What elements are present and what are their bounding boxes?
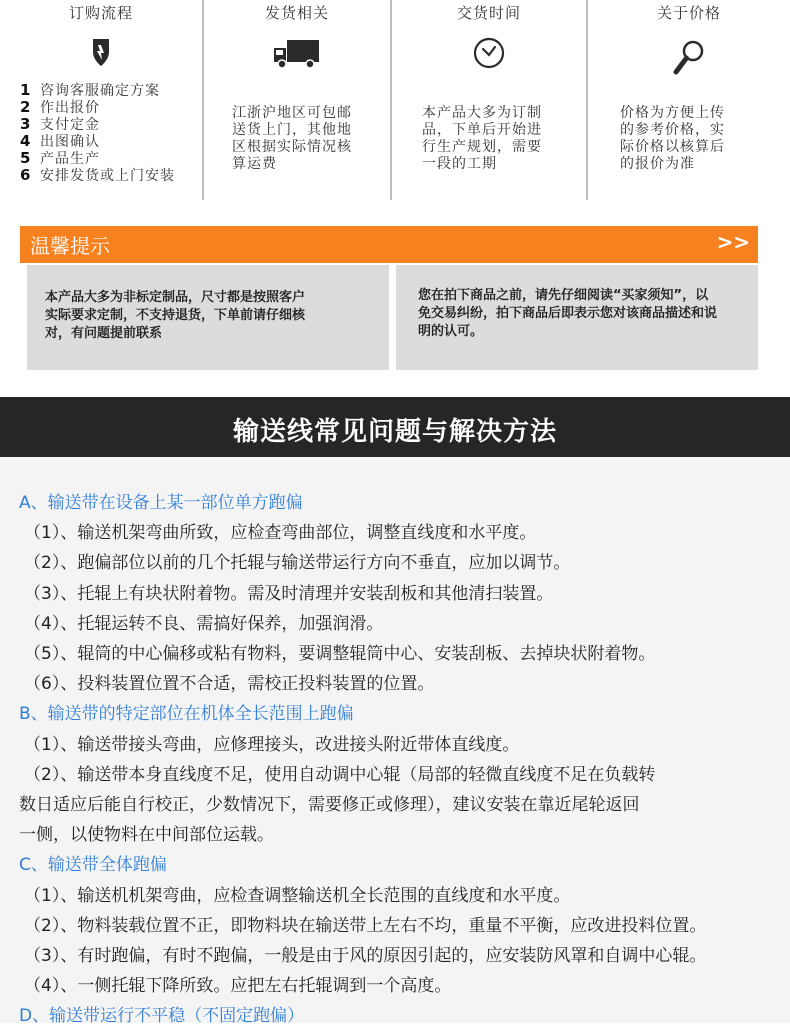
- faq-item: （6）、投料装置位置不合适，需校正投料装置的位置。: [24, 674, 435, 694]
- shipping-text: 江浙沪地区可包邮 送货上门，其他地 区根据实际情况核 算运费: [232, 105, 352, 172]
- faq-section-header: [0, 397, 790, 457]
- faq-heading: D、输送带运行不平稳（不固定跑偏）: [19, 1006, 305, 1026]
- faq-item: 数日适应后能自行校正，少数情况下，需要修正或修理），建议安装在靠近尾轮返回: [19, 795, 640, 815]
- faq-item: （1）、输送机机架弯曲，应检查调整输送机全长范围的直线度和水平度。: [24, 886, 571, 906]
- more-arrow-icon[interactable]: >>: [716, 230, 750, 254]
- faq-body: [0, 457, 790, 1026]
- delivery-column: [392, 0, 586, 200]
- faq-heading: A、输送带在设备上某一部位单方跑偏: [19, 493, 303, 513]
- tip-left-text: 本产品大多为非标定制品，尺寸都是按照客户 实际要求定制，不支持退货，下单前请仔细核 对，有问题提前联系: [45, 290, 306, 341]
- faq-item: 一侧，以使物料在中间部位运载。: [19, 825, 274, 845]
- tip-box-left: [27, 265, 389, 370]
- shield-icon: [81, 36, 121, 70]
- faq-item: （1）、输送带接头弯曲，应修理接头，改进接头附近带体直线度。: [24, 735, 520, 755]
- faq-item: （1）、输送机架弯曲所致，应检查弯曲部位，调整直线度和水平度。: [24, 523, 537, 543]
- tip-right-text: 您在拍下商品之前，请先仔细阅读“买家须知”，以 免交易纠纷，拍下商品后即表示您对该商品描述和说 明的认可。: [418, 288, 718, 339]
- faq-item: （2）、输送带本身直线度不足，使用自动调中心辊（局部的轻微直线度不足在负载转: [24, 765, 656, 785]
- faq-item: （5）、辊筒的中心偏移或粘有物料，要调整辊筒中心、安装刮板、去掉块状附着物。: [24, 644, 656, 664]
- price-text: 价格为方便上传 的参考价格，实 际价格以核算后 的报价为准: [620, 105, 725, 172]
- order-steps-list: [20, 82, 175, 184]
- shipping-title: 发货相关: [264, 4, 329, 22]
- faq-section-title: 输送线常见问题与解决方法: [232, 417, 557, 447]
- faq-item: （2）、物料装载位置不正，即物料块在输送带上左右不均，重量不平衡，应改进投料位置。: [24, 916, 707, 936]
- order-process-column: [0, 0, 202, 200]
- magnifier-icon: [669, 38, 709, 78]
- order-step: 3 支付定金: [20, 115, 100, 133]
- tip-box-right: [396, 265, 758, 370]
- service-info-row: [0, 0, 790, 200]
- order-process-title: 订购流程: [68, 4, 133, 22]
- delivery-title: 交货时间: [456, 4, 521, 22]
- clock-icon: [469, 36, 509, 70]
- order-step: 6 安排发货或上门安装: [20, 166, 175, 184]
- order-step: 1 咨询客服确定方案: [20, 81, 160, 99]
- faq-item: （2）、跑偏部位以前的几个托辊与输送带运行方向不垂直，应加以调节。: [24, 553, 571, 573]
- faq-item: （3）、有时跑偏，有时不跑偏，一般是由于风的原因引起的，应安装防风罩和自调中心辊。: [24, 946, 707, 966]
- faq-item: （4）、托辊运转不良、需搞好保养，加强润滑。: [24, 614, 384, 634]
- shipping-column: [204, 0, 390, 200]
- order-step: 4 出图确认: [20, 132, 100, 150]
- faq-item: （3）、托辊上有块状附着物。需及时清理并安装刮板和其他清扫装置。: [24, 584, 554, 604]
- order-step: 2 作出报价: [20, 98, 100, 116]
- faq-item: （4）、一侧托辊下降所致。应把左右托辊调到一个高度。: [24, 976, 452, 996]
- warm-tip-title: 温馨提示: [30, 234, 110, 258]
- price-title: 关于价格: [656, 4, 721, 22]
- truck-icon: [272, 36, 322, 70]
- delivery-text: 本产品大多为订制 品，下单后开始进 行生产规划，需要 一段的工期: [422, 105, 542, 172]
- warm-tip-banner: [20, 226, 758, 263]
- order-step: 5 产品生产: [20, 149, 100, 167]
- price-column: [588, 0, 790, 200]
- faq-heading: C、输送带全体跑偏: [19, 855, 167, 875]
- faq-heading: B、输送带的特定部位在机体全长范围上跑偏: [19, 704, 354, 724]
